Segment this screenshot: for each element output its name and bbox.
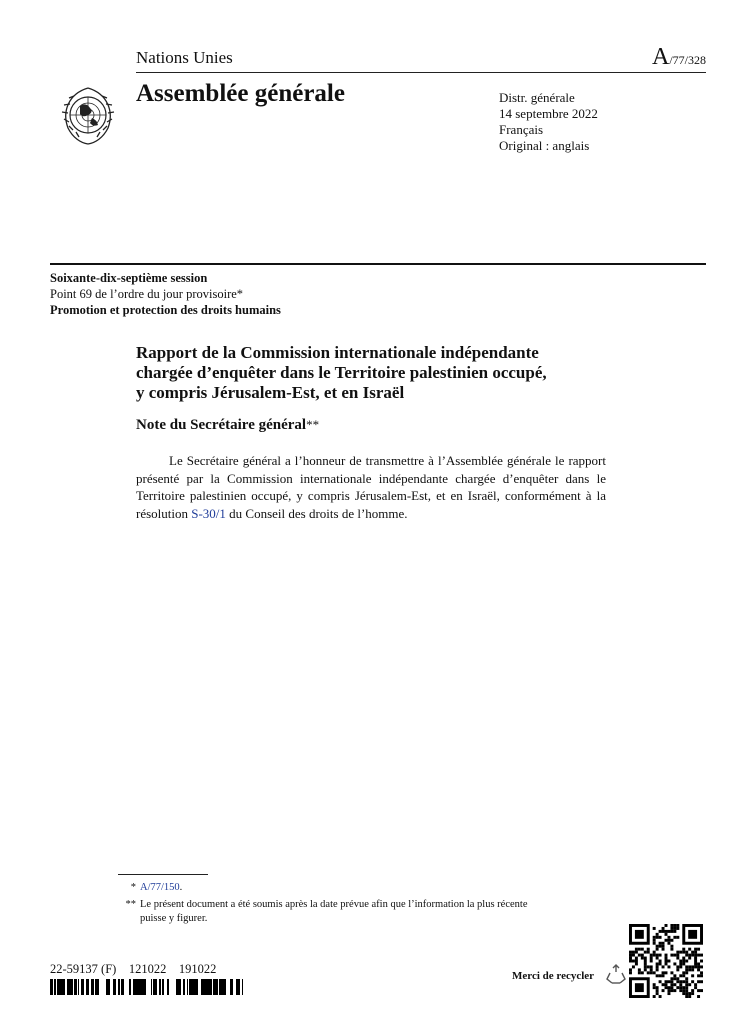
- resolution-link[interactable]: S-30/1: [191, 505, 226, 521]
- org-name: Nations Unies: [136, 48, 233, 67]
- paragraph-text-end: du Conseil des droits de l’homme.: [225, 505, 408, 521]
- title-line: Rapport de la Commission internationale indépendante: [136, 343, 539, 362]
- symbol-letter: A: [651, 44, 670, 70]
- note-title-text: Note du Secrétaire général: [136, 417, 307, 433]
- title-line: y compris Jérusalem-Est, et en Israël: [136, 383, 405, 402]
- footnote-text-continued: puisse y figurer.: [140, 913, 208, 924]
- session-name: Soixante-dix-septième session: [50, 271, 208, 285]
- original-language: Original : anglais: [499, 138, 590, 153]
- footnote-mark: **: [125, 899, 136, 910]
- session-rule: [50, 263, 706, 265]
- document-symbol: [652, 44, 706, 71]
- agenda-document-link[interactable]: A/77/150: [140, 882, 180, 893]
- distribution-type: Distr. générale: [499, 90, 575, 105]
- footnote-mark: *: [130, 882, 136, 893]
- barcode-icon: [50, 979, 246, 995]
- footnote-2: [118, 898, 598, 926]
- recycle-icon: [604, 963, 628, 987]
- un-emblem-icon: [52, 78, 124, 150]
- document-language: Français: [499, 122, 544, 137]
- footnote-rule: [118, 874, 208, 875]
- distribution-block: [499, 90, 598, 154]
- body-name: Assemblée générale: [136, 80, 345, 107]
- paragraph-text: Le Secrétaire général a l’honneur de transmettre à l’Assemblée générale le rapport présenté par la Commission internationale indépendante chargée d’enquêter dans le Territoire palestinien occupé, y compris Jérusalem-Est, et en Israël, conformément à la résolution: [136, 453, 606, 521]
- note-title: [136, 417, 319, 434]
- document-number: 22-59137 (F) 121022 191022: [50, 962, 217, 976]
- title-line: chargée d’enquêter dans le Territoire palestinien occupé,: [136, 363, 547, 382]
- qr-code-icon: [629, 924, 703, 998]
- footnote-period: .: [179, 882, 183, 893]
- recycle-text: Merci de recycler: [512, 970, 595, 982]
- agenda-item: Point 69 de l’ordre du jour provisoire*: [50, 287, 244, 301]
- header-rule: [136, 72, 706, 73]
- footnote-text: Le présent document a été soumis après la date prévue afin que l’information la plus récente: [140, 899, 528, 910]
- report-title: [136, 343, 676, 403]
- footnote-1: [118, 882, 182, 893]
- session-block: [50, 270, 281, 318]
- document-date: 14 septembre 2022: [499, 106, 598, 121]
- agenda-topic: Promotion et protection des droits humains: [50, 303, 281, 317]
- body-paragraph: [136, 452, 606, 522]
- note-footnote-mark: **: [306, 417, 320, 432]
- symbol-number: /77/328: [669, 53, 706, 67]
